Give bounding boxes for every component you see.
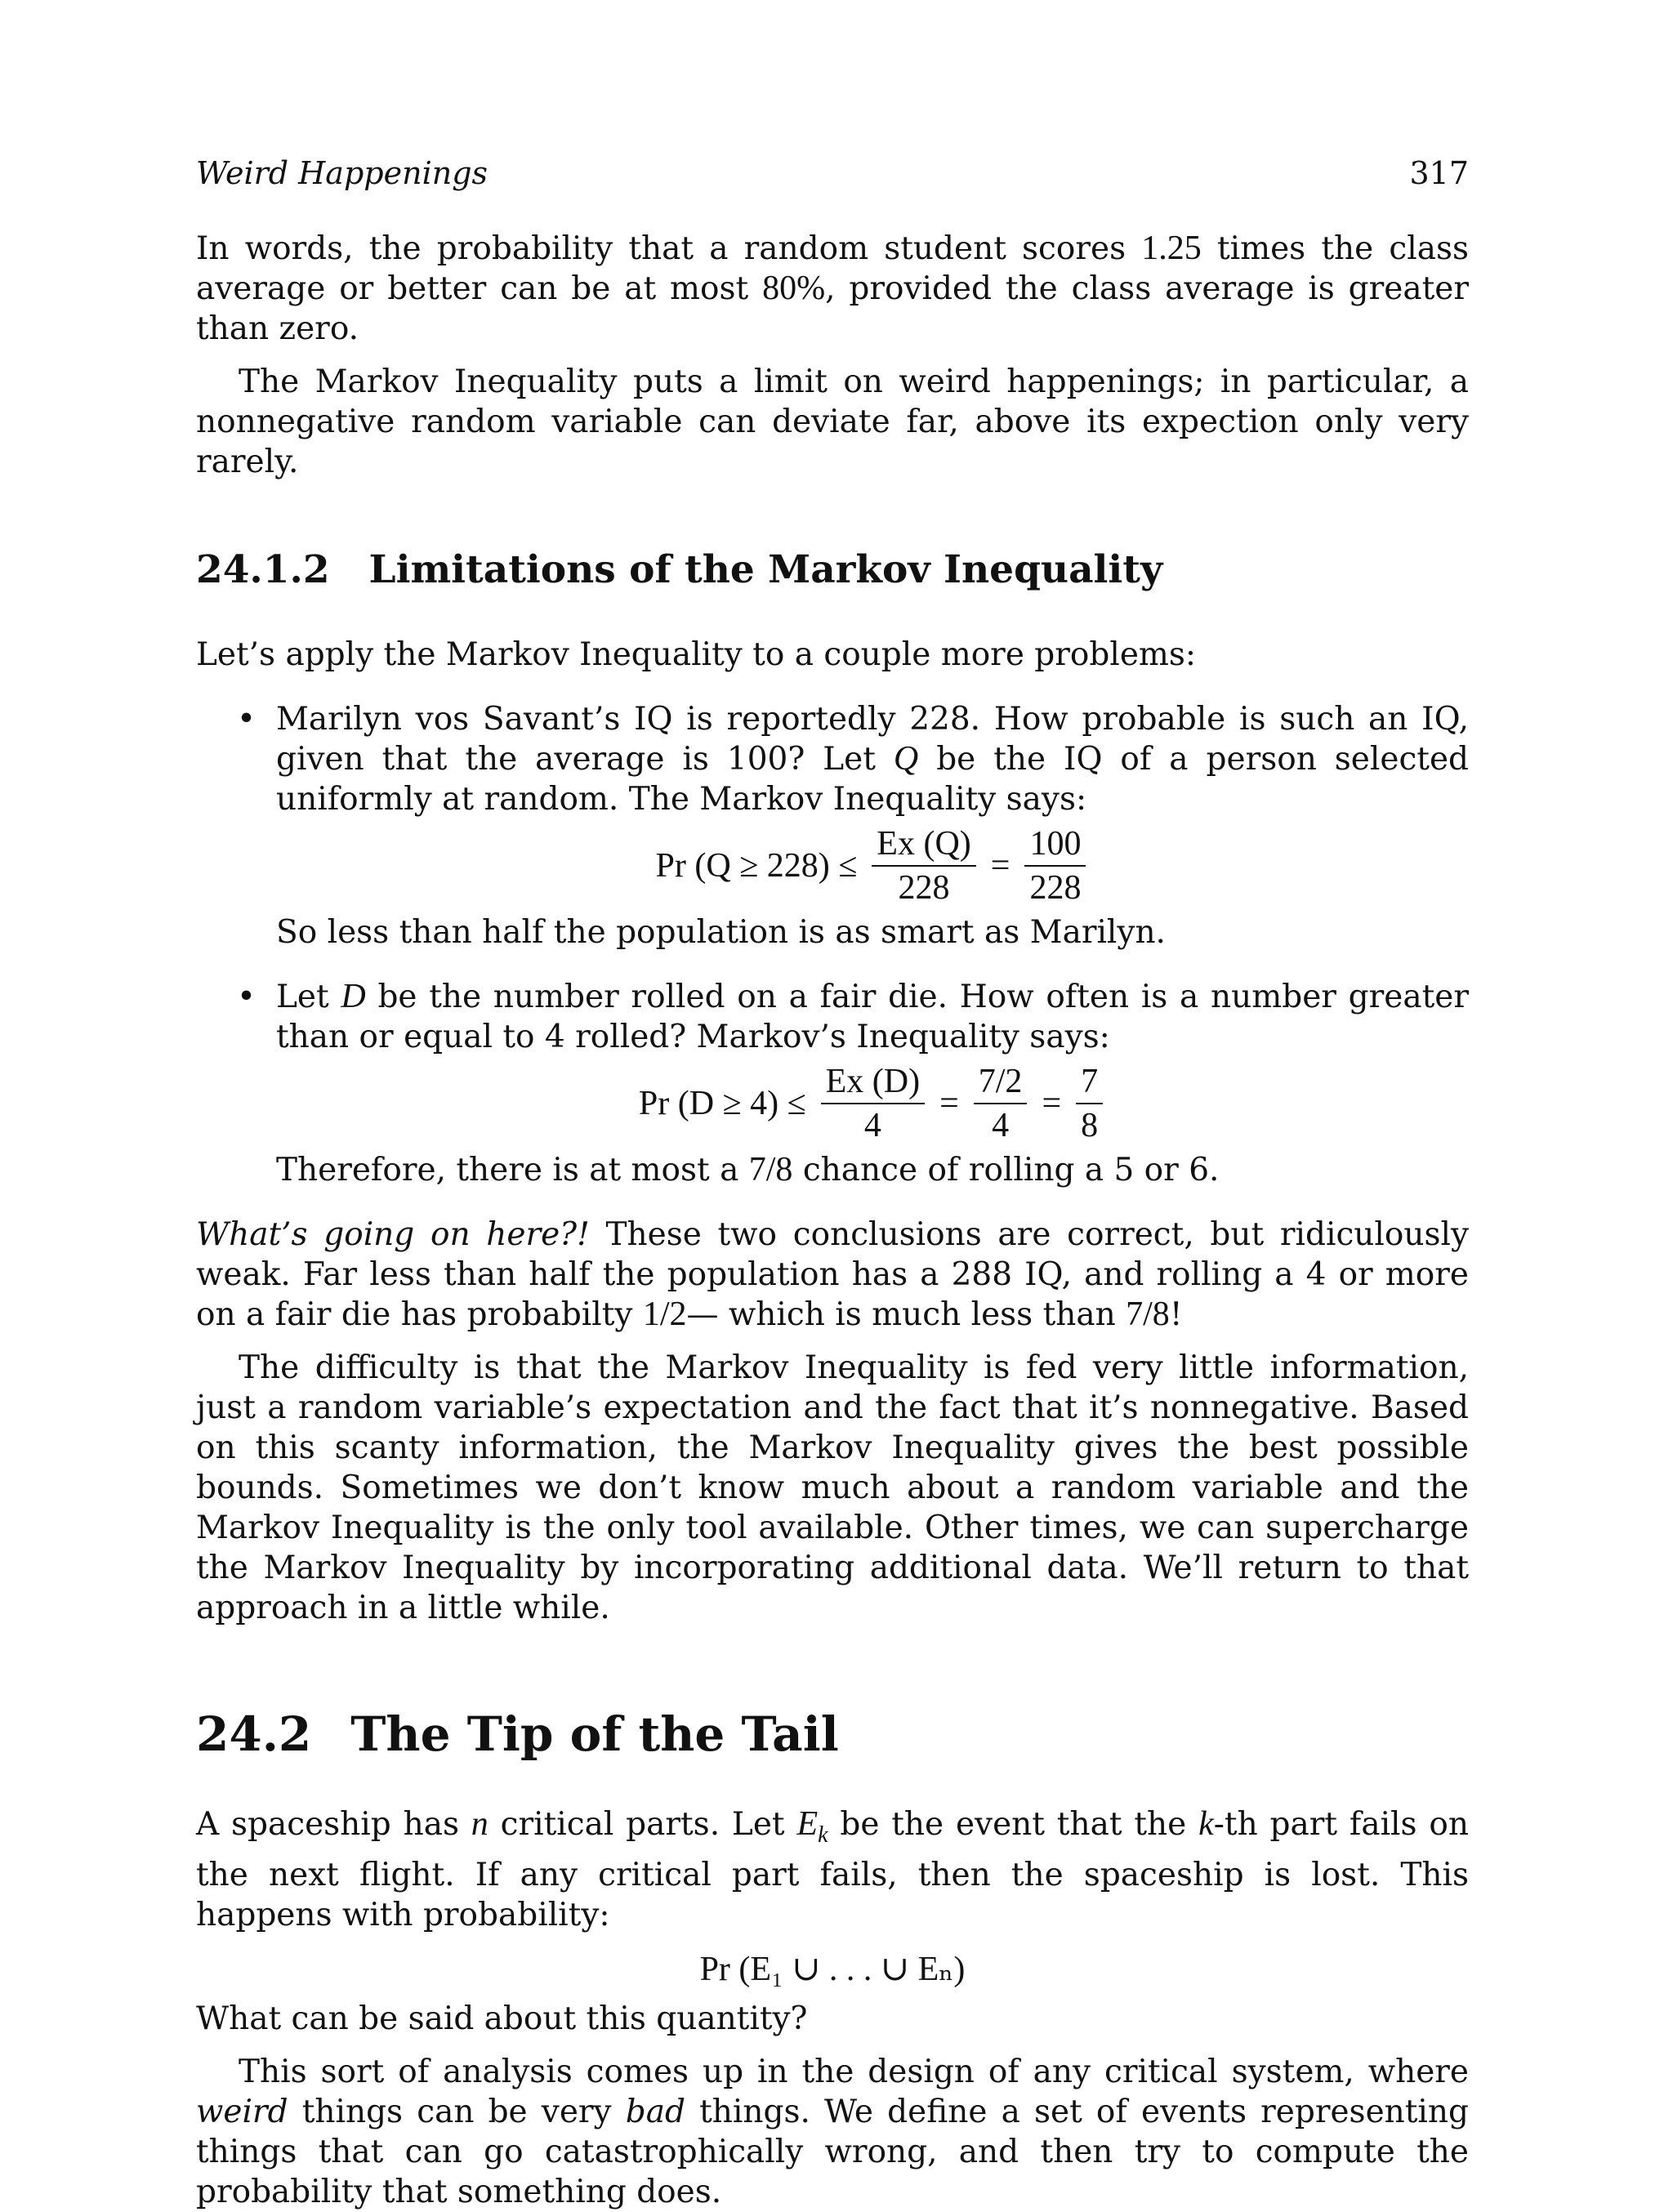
text-run: A spaceship has [196, 1806, 471, 1843]
math-run: 7/8 [748, 1151, 793, 1189]
math-var: Q [893, 740, 919, 778]
intro-paragraph-2: The Markov Inequality puts a limit on weird happenings; in particular, a nonnegative random variable can deviate far, above its expection only very rarely. [196, 363, 1469, 480]
math-run: 7/8 [1126, 1296, 1170, 1333]
subsection-lead: Let’s apply the Markov Inequality to a couple more problems: [196, 636, 1197, 673]
fraction-numerator: 7 [1076, 1062, 1103, 1104]
text-run: These two conclusions are correct, but ridiculously weak. Far less than half the population has a 288 IQ, and rolling a 4 or more on a fair die has probabilty [196, 1216, 1469, 1333]
list-item [196, 699, 1469, 952]
math-subscript: k [818, 1822, 828, 1848]
list-item-text [276, 977, 1469, 1057]
fraction-denominator: 4 [992, 1107, 1010, 1144]
section-heading [196, 1706, 1469, 1762]
equation-lhs: Pr (Q ≥ 228) ≤ [655, 847, 858, 885]
fraction-denominator: 228 [898, 869, 950, 907]
emphasis-text: bad [625, 2093, 685, 2130]
math-run: 1/2 [642, 1296, 687, 1333]
text-run: Therefore, there is at most a [276, 1152, 749, 1189]
paragraph-question: What can be said about this quantity? [196, 2000, 808, 2037]
math-var: E [796, 1805, 819, 1843]
text-run: things can be very [288, 2093, 626, 2130]
fraction-numerator: 100 [1024, 824, 1086, 867]
text-run: be the event that the [828, 1806, 1199, 1843]
list-item-conclusion: So less than half the population is as smart as Marilyn. [276, 914, 1166, 951]
subsection-heading [196, 547, 1469, 592]
display-equation: Pr (E₁ ∪ . . . ∪ Eₙ) [699, 1950, 966, 1988]
math-var: k [1198, 1805, 1214, 1843]
text-run: In words, the probability that a random student scores [196, 230, 1142, 267]
fraction [1076, 1062, 1103, 1145]
text-run: — which is much less than [686, 1296, 1126, 1333]
text-run: times the class average or better can be at most [196, 230, 1469, 307]
list-item-conclusion [276, 1150, 1469, 1190]
text-run: Let [276, 979, 341, 1015]
fraction [974, 1062, 1028, 1145]
example-list [196, 699, 1469, 1190]
fraction-denominator: 228 [1029, 869, 1082, 907]
paragraph-spaceship [196, 1804, 1469, 1935]
fraction [821, 1062, 925, 1145]
text-run: be the IQ of a person selected uniformly at random. The Markov Inequality says: [276, 741, 1470, 818]
subsection-number: 24.1.2 [196, 547, 330, 592]
equals-sign: = [1042, 1085, 1062, 1122]
display-equation [276, 1062, 1469, 1145]
text-run: This sort of analysis comes up in the design of any critical system, where [239, 2053, 1469, 2090]
text-run: critical parts. Let [488, 1806, 797, 1843]
fraction-numerator: Ex (D) [821, 1062, 925, 1104]
text-run: -th part fails on the next flight. If any critical part fails, then the spaceship is lost. This happens with probability: [196, 1806, 1469, 1933]
fraction-denominator: 8 [1081, 1107, 1099, 1144]
text-run: things. We define a set of events representing things that can go catastrophically wrong, and then try to compute the probability that something does. [196, 2093, 1469, 2210]
running-title: Weird Happenings [196, 155, 489, 191]
running-header [196, 155, 1469, 191]
math-var: n [471, 1805, 489, 1843]
text-run: be the number rolled on a fair die. How often is a number greater than or equal to 4 rolled? Markov’s Inequality says: [276, 979, 1469, 1055]
equation-lhs: Pr (D ≥ 4) ≤ [638, 1085, 806, 1122]
math-var: D [341, 978, 366, 1015]
text-run: , provided the class average is greater than zero. [196, 270, 1469, 347]
fraction-numerator: 7/2 [974, 1062, 1028, 1104]
paragraph-analysis [196, 2052, 1469, 2212]
paragraph-whats-going-on [196, 1215, 1469, 1335]
intro-paragraph-1 [196, 229, 1469, 349]
equals-sign: = [990, 847, 1010, 885]
paragraph-difficulty: The difficulty is that the Markov Inequality is fed very little information, just a random variable’s expectation and the fact that it’s nonnegative. Based on this scanty information, the Markov Inequality gives the best possible bounds. Sometimes we don’t know much about a random variable and the Markov Inequality is the only tool available. Other times, we can supercharge the Markov Inequality by incorporating additional data. We’ll return to that approach in a little while. [196, 1349, 1469, 1626]
list-item-text [276, 699, 1469, 819]
fraction-numerator: Ex (Q) [872, 824, 975, 867]
section-title: The Tip of the Tail [350, 1706, 839, 1762]
page-number: 317 [1409, 155, 1469, 191]
emphasis-text: weird [196, 2093, 288, 2130]
emphasis-text: What’s going on here?! [196, 1216, 590, 1253]
display-equation [276, 824, 1469, 908]
math-run: 80% [762, 270, 826, 307]
text-run: ! [1169, 1296, 1183, 1333]
list-item [196, 977, 1469, 1190]
fraction [872, 824, 975, 908]
section-number: 24.2 [196, 1706, 312, 1762]
fraction-denominator: 4 [863, 1107, 881, 1144]
subsection-title: Limitations of the Markov Inequality [368, 547, 1163, 592]
fraction [1024, 824, 1086, 908]
equals-sign: = [939, 1085, 959, 1122]
text-run: chance of rolling a 5 or 6. [792, 1152, 1220, 1189]
math-run: 1.25 [1141, 230, 1202, 267]
text-run: Marilyn vos Savant’s IQ is reportedly 228. How probable is such an IQ, given that the average is 100? Let [276, 701, 1469, 778]
